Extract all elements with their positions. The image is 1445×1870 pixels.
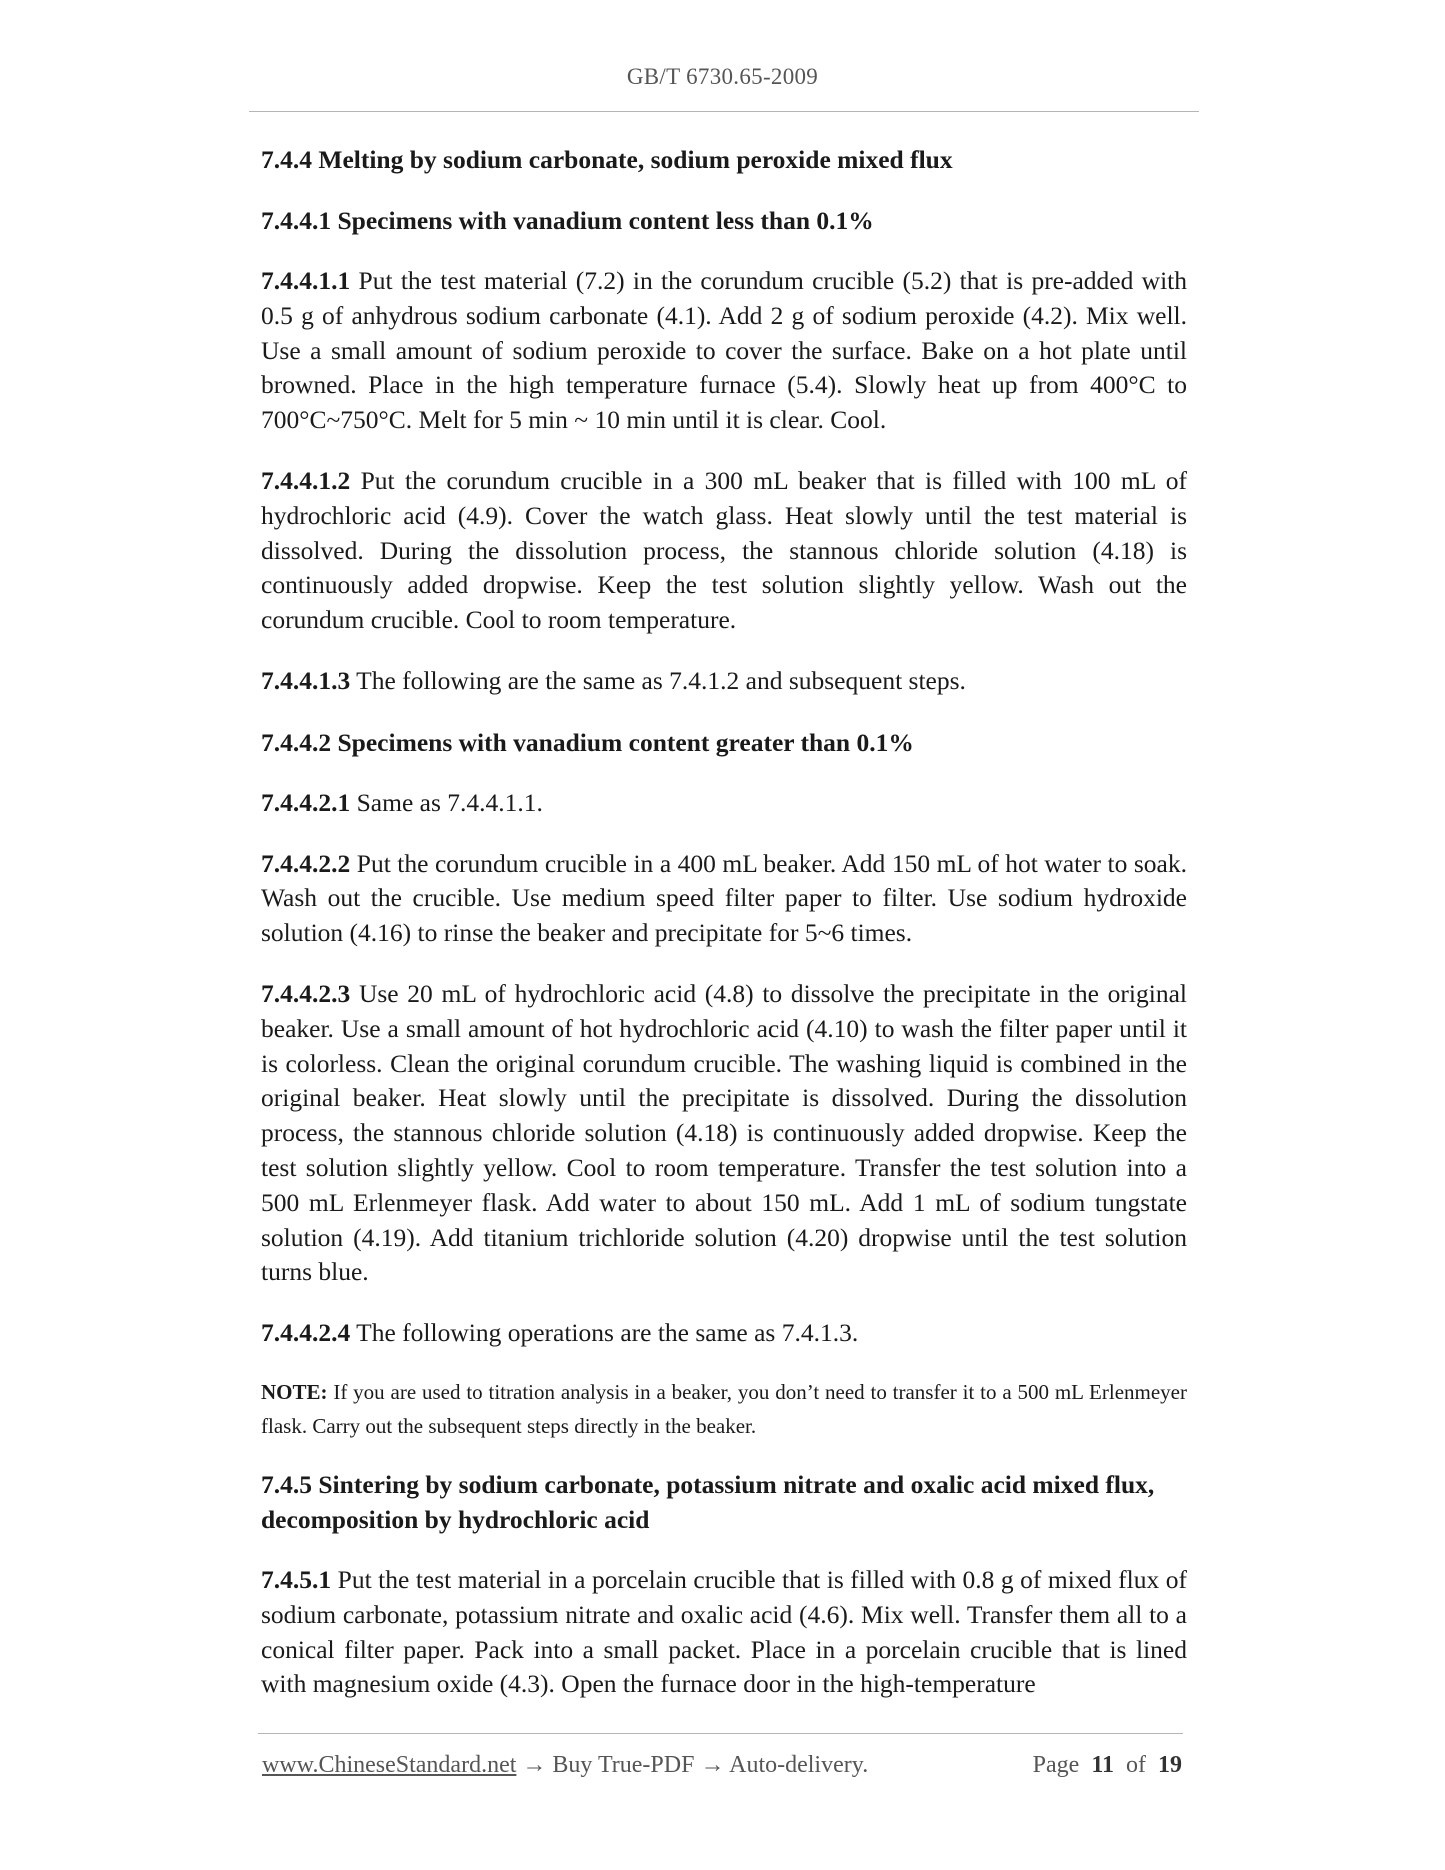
page-number: [1033, 1752, 1182, 1779]
page-current: 11: [1091, 1752, 1114, 1778]
paragraph-7-4-4-1-2: [261, 464, 1187, 638]
clause-number: 7.4.4.2.2: [261, 848, 351, 878]
paragraph-7-4-4-2-3: [261, 977, 1187, 1290]
paragraph-7-4-4-1-3: [261, 664, 1187, 699]
paragraph-text: Use 20 mL of hydrochloric acid (4.8) to dissolve the precipitate in the original beaker. Use a small amount of hot hydrochloric acid (4.10) to wash the filter paper until it is colorless. Clean the original corundum crucible. The washing liquid is combined in the original beaker. Heat slowly until the precipitate is dissolved. During the dissolution process, the stannous chloride solution (4.18) is continuously added dropwise. Keep the test solution slightly yellow. Cool to room temperature. Transfer the test solution into a 500 mL Erlenmeyer flask. Add water to about 150 mL. Add 1 mL of sodium tungstate solution (4.19). Add titanium trichloride solution (4.20) dropwise until the test solution turns blue.: [261, 978, 1187, 1287]
note-block: [261, 1375, 1187, 1443]
paragraph-text: Put the test material in a porcelain crucible that is filled with 0.8 g of mixed flux of sodium carbonate, potassium nitrate and oxalic acid (4.6). Mix well. Transfer them all to a conical filter paper. Pack into a small packet. Place in a porcelain crucible that is lined with magnesium oxide (4.3). Open the furnace door in the high-temperature: [261, 1564, 1187, 1699]
footer-promo: [262, 1752, 868, 1779]
clause-number: 7.4.5.1: [261, 1564, 332, 1594]
note-text: If you are used to titration analysis in a beaker, you don’t need to transfer it to a 500 mL Erlenmeyer flask. Carry out the subsequent steps directly in the beaker.: [261, 1379, 1187, 1438]
header-divider: [249, 111, 1199, 112]
clause-number: 7.4.4.1.2: [261, 465, 351, 495]
section-heading-7-4-4-1: 7.4.4.1 Specimens with vanadium content less than 0.1%: [261, 206, 874, 235]
page-label: Page: [1032, 1752, 1080, 1778]
section-heading-7-4-4-2: 7.4.4.2 Specimens with vanadium content greater than 0.1%: [261, 727, 914, 757]
paragraph-text: Put the corundum crucible in a 300 mL beaker that is filled with 100 mL of hydrochloric acid (4.9). Cover the watch glass. Heat slowly until the test material is dissolved. During the dissolution process, the stannous chloride solution (4.18) is continuously added dropwise. Keep the test solution slightly yellow. Wash out the corundum crucible. Cool to room temperature.: [261, 465, 1187, 635]
footer-promo-text: → Buy True-PDF → Auto-delivery.: [516, 1752, 869, 1778]
paragraph-7-4-4-2-4: [261, 1316, 1187, 1351]
section-heading-7-4-4: 7.4.4 Melting by sodium carbonate, sodium peroxide mixed flux: [261, 145, 953, 174]
paragraph-7-4-4-1-1: [261, 264, 1187, 438]
document-header: GB/T 6730.65-2009: [626, 64, 819, 89]
page-total: 19: [1158, 1752, 1182, 1778]
footer-divider: [258, 1733, 1183, 1734]
section-heading-7-4-5: 7.4.5 Sintering by sodium carbonate, potassium nitrate and oxalic acid mixed flux, decomposition by hydrochloric acid: [261, 1469, 1155, 1534]
paragraph-text: Put the corundum crucible in a 400 mL beaker. Add 150 mL of hot water to soak. Wash out the crucible. Use medium speed filter paper to filter. Use sodium hydroxide solution (4.16) to rinse the beaker and precipitate for 5~6 times.: [261, 848, 1187, 948]
clause-number: 7.4.4.2.3: [261, 978, 351, 1008]
clause-number: 7.4.4.2.4: [261, 1318, 351, 1348]
paragraph-text: Put the test material (7.2) in the corundum crucible (5.2) that is pre-added with 0.5 g of anhydrous sodium carbonate (4.1). Add 2 g of sodium peroxide (4.2). Mix well. Use a small amount of sodium peroxide to cover the surface. Bake on a hot plate until browned. Place in the high temperature furnace (5.4). Slowly heat up from 400°C to 700°C~750°C. Melt for 5 min ~ 10 min until it is clear. Cool.: [261, 266, 1187, 435]
paragraph-7-4-5-1: [261, 1563, 1187, 1702]
page-footer: [262, 1752, 1182, 1786]
page-of-label: of: [1126, 1752, 1146, 1778]
website-link[interactable]: www.ChineseStandard.net: [262, 1752, 517, 1778]
clause-number: 7.4.4.2.1: [261, 787, 351, 817]
paragraph-text: The following are the same as 7.4.1.2 and subsequent steps.: [350, 665, 966, 695]
paragraph-text: The following operations are the same as 7.4.1.3.: [350, 1318, 859, 1348]
note-label: NOTE:: [261, 1379, 328, 1404]
paragraph-7-4-4-2-2: [261, 847, 1187, 951]
clause-number: 7.4.4.1.3: [261, 665, 351, 695]
clause-number: 7.4.4.1.1: [261, 266, 351, 295]
paragraph-7-4-4-2-1: [261, 786, 1187, 821]
paragraph-text: Same as 7.4.4.1.1.: [350, 787, 543, 817]
page-content: [261, 142, 1187, 1728]
